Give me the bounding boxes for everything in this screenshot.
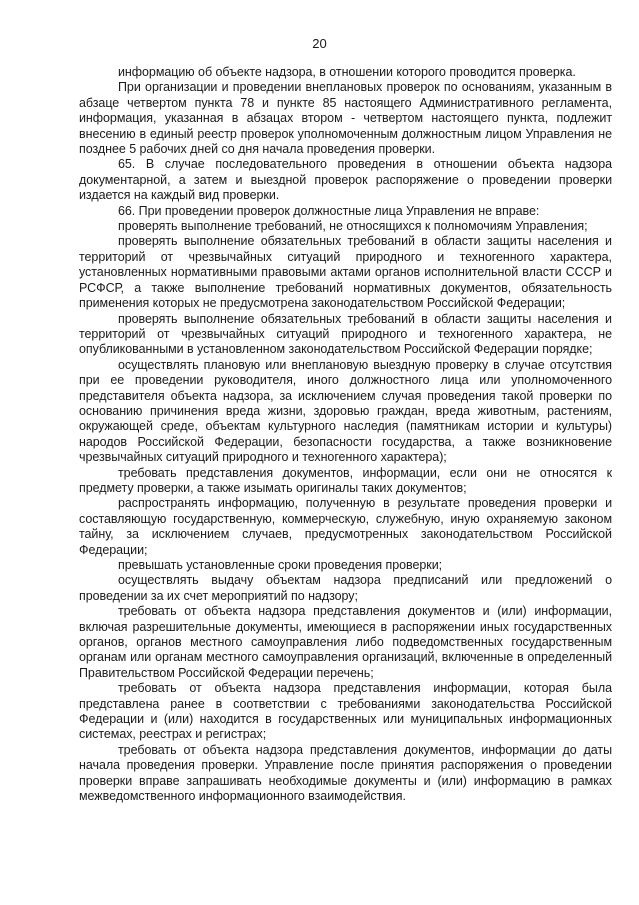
- paragraph: 65. В случае последовательного проведения в отношении объекта надзора документарной, а затем и выездной проверок распоряжение о проведении проверки издается на каждый вид проверки.: [79, 157, 612, 203]
- paragraph: превышать установленные сроки проведения проверки;: [118, 558, 443, 572]
- paragraph: требовать от объекта надзора представления документов и (или) информации, включая разрешительные документы, имеющиеся в распоряжении иных государственных органов, органов местного самоуправления либо подведомственных государственным органам или органам местного самоуправления организаций, включенные в определенный Правительством Российской Федерации перечень;: [79, 604, 612, 680]
- paragraph: проверять выполнение обязательных требований в области защиты населения и территорий от чрезвычайных ситуаций природного и техногенного характера, не опубликованными в установленном законодательством Российской Федерации порядке;: [79, 311, 612, 357]
- paragraph: проверять выполнение обязательных требований в области защиты населения и территорий от чрезвычайных ситуаций природного и техногенного характера, установленных нормативными правовыми актами органов исполнительной власти СССР и РСФСР, а также выполнение требований нормативных документов, обязательность применения которых не предусмотрена законодательством Российской Федерации;: [79, 234, 612, 311]
- paragraph: распространять информацию, полученную в результате проведения проверки и составляющую государственную, коммерческую, служебную, иную охраняемую законом тайну, за исключением случаев, предусмотренных законодательством Российской Федерации;: [79, 496, 612, 557]
- document-body: [79, 65, 612, 805]
- paragraph: осуществлять плановую или внеплановую выездную проверку в случае отсутствия при ее проведении руководителя, иного должностного лица или уполномоченного представителя объекта надзора, за исключением случая проведения такой проверки по основанию причинения вреда жизни, здоровью граждан, вреда животным, растениям, окружающей среде, объектам культурного наследия (памятникам истории и культуры) народов Российской Федерации, безопасности государства, а также возникновение чрезвычайных ситуаций природного и техногенного характера);: [79, 357, 612, 465]
- paragraph: требовать представления документов, информации, если они не относятся к предмету проверки, а также изымать оригиналы таких документов;: [79, 465, 612, 495]
- paragraph: проверять выполнение требований, не относящихся к полномочиям Управления;: [118, 219, 588, 234]
- paragraph: осуществлять выдачу объектам надзора предписаний или предложений о проведении за их счет мероприятий по надзору;: [79, 573, 612, 603]
- paragraph: При организации и проведении внеплановых проверок по основаниям, указанным в абзаце четвертом пункта 78 и пункте 85 настоящего Административного регламента, информация, указанная в абзацах втором - четвертом настоящего пункта, подлежит внесению в единый реестр проверок уполномоченным должностным лицом Управления не позднее 5 рабочих дней со дня начала проведения проверки.: [79, 80, 612, 157]
- paragraph: требовать от объекта надзора представления документов, информации до даты начала проведения проверки. Управление после принятия распоряжения о проведении проверки вправе запрашивать необходимые документы и (или) информацию в рамках межведомственного информационного взаимодействия.: [79, 742, 612, 804]
- paragraph: требовать от объекта надзора представления информации, которая была представлена ранее в соответствии с требованиями законодательства Российской Федерации и (или) находится в государственных или муниципальных информационных системах, реестрах и регистрах;: [79, 681, 612, 742]
- paragraph: 66. При проведении проверок должностные лица Управления не вправе:: [118, 203, 540, 218]
- page-number: 20: [312, 36, 327, 51]
- paragraph: информацию об объекте надзора, в отношении которого проводится проверка.: [118, 65, 576, 79]
